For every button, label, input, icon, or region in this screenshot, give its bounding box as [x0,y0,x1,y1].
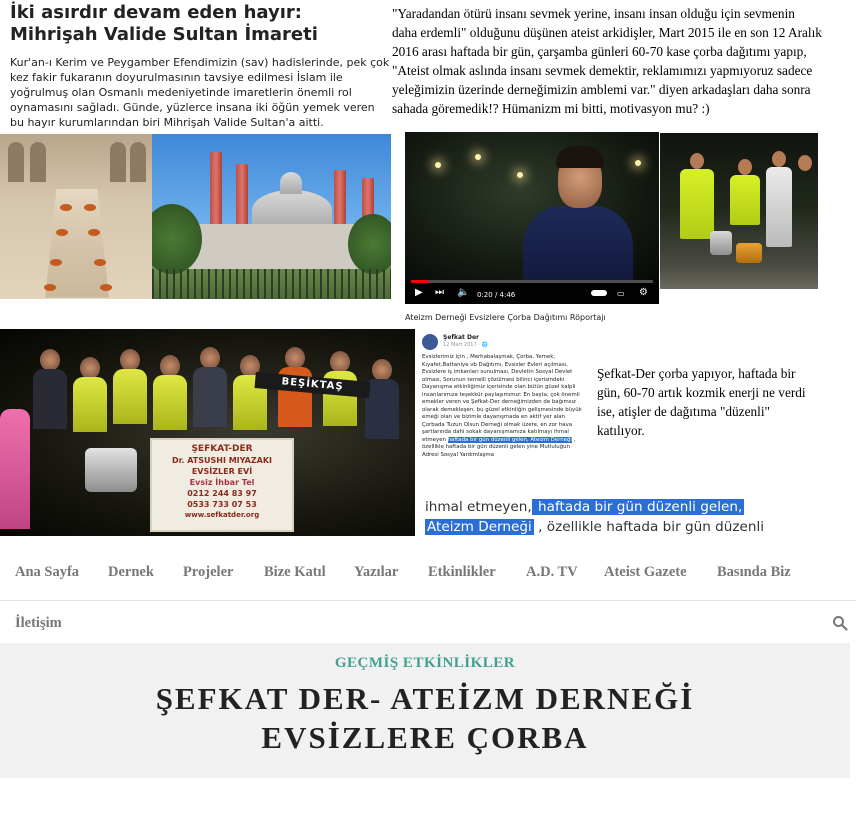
page-hero [0,643,850,778]
post-highlight: haftada bir gün düzenli gelen, Ateizm Derneği [447,436,572,443]
autoplay-toggle[interactable] [591,290,607,296]
nav-dernek[interactable]: Dernek [108,564,154,580]
play-icon[interactable]: ▶ [415,287,423,298]
post-date: 12 Mart 2017 · 🌐 [443,342,488,348]
nav-home[interactable]: Ana Sayfa [15,564,80,580]
captions-icon[interactable]: ▭ [617,289,625,298]
nav-bize-katil[interactable]: Bize Katıl [264,564,326,580]
nav-ad-tv[interactable]: A.D. TV [526,564,578,580]
search-icon[interactable] [832,615,848,631]
zoomed-quote: ihmal etmeyen, haftada bir gün düzenli gelen, Ateizm Derneği , özellikle haftada bir gün düzenli [425,499,765,535]
video-frame [405,132,659,280]
sefkat-note: Şefkat-Der çorba yapıyor, haftada bir gün, 60-70 artık kozmik enerji ne verdi ise, atişler de dağıtıma "düzenli" katılıyor. [597,366,806,438]
article-title: İki asırdır devam eden hayır: Mihrişah Valide Sultan İmareti [10,2,318,45]
next-icon[interactable]: ⏭ [435,287,444,298]
main-nav [0,548,856,601]
sefkat-der-banner: ŞEFKAT-DER Dr. ATSUSHI MIYAZAKI EVSİZLER EVİ Evsiz İhbar Tel 0212 244 83 97 0533 733 07 53 www.sefkatder.org [150,438,294,532]
video-caption: Ateizm Derneği Evsizlere Çorba Dağıtımı Röportajı [405,313,606,322]
volunteers-serving-photo [660,133,818,289]
video-controls [405,280,659,304]
secondary-nav [0,601,856,643]
globe-icon: 🌐 [481,342,488,348]
nav-etkinlikler[interactable]: Etkinlikler [428,564,496,580]
zoom-highlight-1: haftada bir gün düzenli gelen, [533,499,743,515]
volume-icon[interactable]: 🔈 [457,287,470,298]
article-body: Kur'an-ı Kerim ve Peygamber Efendimizin (sav) hadislerinde, pek çok kez fakir fukaranın doyurulmasının tavsiye edilmesi İslam ile yoğrulmuş olan Osmanlı medeniyetinde imaretlerin önemli rol oynamasını sağladı. Günde, yüzlerce insana iki öğün yemek veren bu hayır kurumlarından biri Mihrişah Valide Sultan'a aitti. [10,56,390,129]
quote-text: "Yaradandan ötürü insanı sevmek yerine, insanı insan olduğu için sevmenin daha erdemli" olduğunu düşünen ateist arkidişler, Mart 2015 ile en son 12 Aralık 2016 arası haftada bir gün, çarşamba günleri 60-70 kase çorba dağıtımı yapıp, "Ateist olmak aslında insanı sevmek demektir, reklamımızı yapmıyoruz sadece yeleğimizin üzerinde derneğimizin amblemi var." diyen arkadaşları daha sonra sahada göremedik!? Hümanizm mi bitti, motivasyon mu? :) [392,6,822,116]
facebook-post [418,330,591,496]
zoom-highlight-2: Ateizm Derneği [427,519,532,535]
imaret-tables-photo [0,134,152,299]
video-progress-bar[interactable] [411,280,653,283]
page-avatar[interactable] [422,334,438,350]
video-progress-fill [411,280,428,283]
nav-ateist-gazete[interactable]: Ateist Gazete [604,564,687,580]
scarf-text: BEŞİKTAŞ [255,372,371,398]
post-text: Evsizlerimiz için , Merhabalaşmak, Çorba, Yemek, Kıyafet,Battaniye vb Dağıtımı, Evsizler Evleri açılması, Evsizlere iş imkanları sunulması, Devletin Sosyal Devlet olması, Sorunun temelli çözülmesi bilinci içerisindeki Dayanışma etkinliğimiz içerisinde olan bütün güzel kalpli insanlarımıza teşekkür paylaşımımız: En başta, çok önemli emekler veren ve Şefkat-Der derneğimizden de bağımsız olarak demekleşen, bu güzel etkinliğin gelişmesinde büyük emeği olan ve bizimle dayanışmada en aktif yer alan Çorbada Tuzun Olsun Derneği olmak üzere, en zor hava şartlarında dahi sokak dayanışmamıza katılmayı ihmal etmeyen haftada bir gün düzenli gelen, Ateizm Derneği , özellikle haftada bir gün düzenli gelen yine Mutluluğun Adresi Sosyal Yardımlaşma [422,354,582,458]
nav-iletisim[interactable]: İletişim [15,615,62,631]
nav-yazilar[interactable]: Yazılar [354,564,399,580]
video-time: 0:20 / 4:46 [477,291,516,299]
page-title: ŞEFKAT DER- ATEİZM DERNEĞİ EVSİZLERE ÇORBA [155,681,695,755]
video-player[interactable] [405,132,659,304]
hero-category[interactable]: GEÇMİŞ ETKİNLİKLER [334,655,516,671]
settings-gear-icon[interactable]: ⚙ [639,287,648,298]
nav-projeler[interactable]: Projeler [183,564,234,580]
mosque-photo [152,134,391,299]
soup-pot [85,448,137,492]
post-author[interactable]: Şefkat Der [443,334,480,341]
nav-basinda-biz[interactable]: Basında Biz [717,564,791,580]
